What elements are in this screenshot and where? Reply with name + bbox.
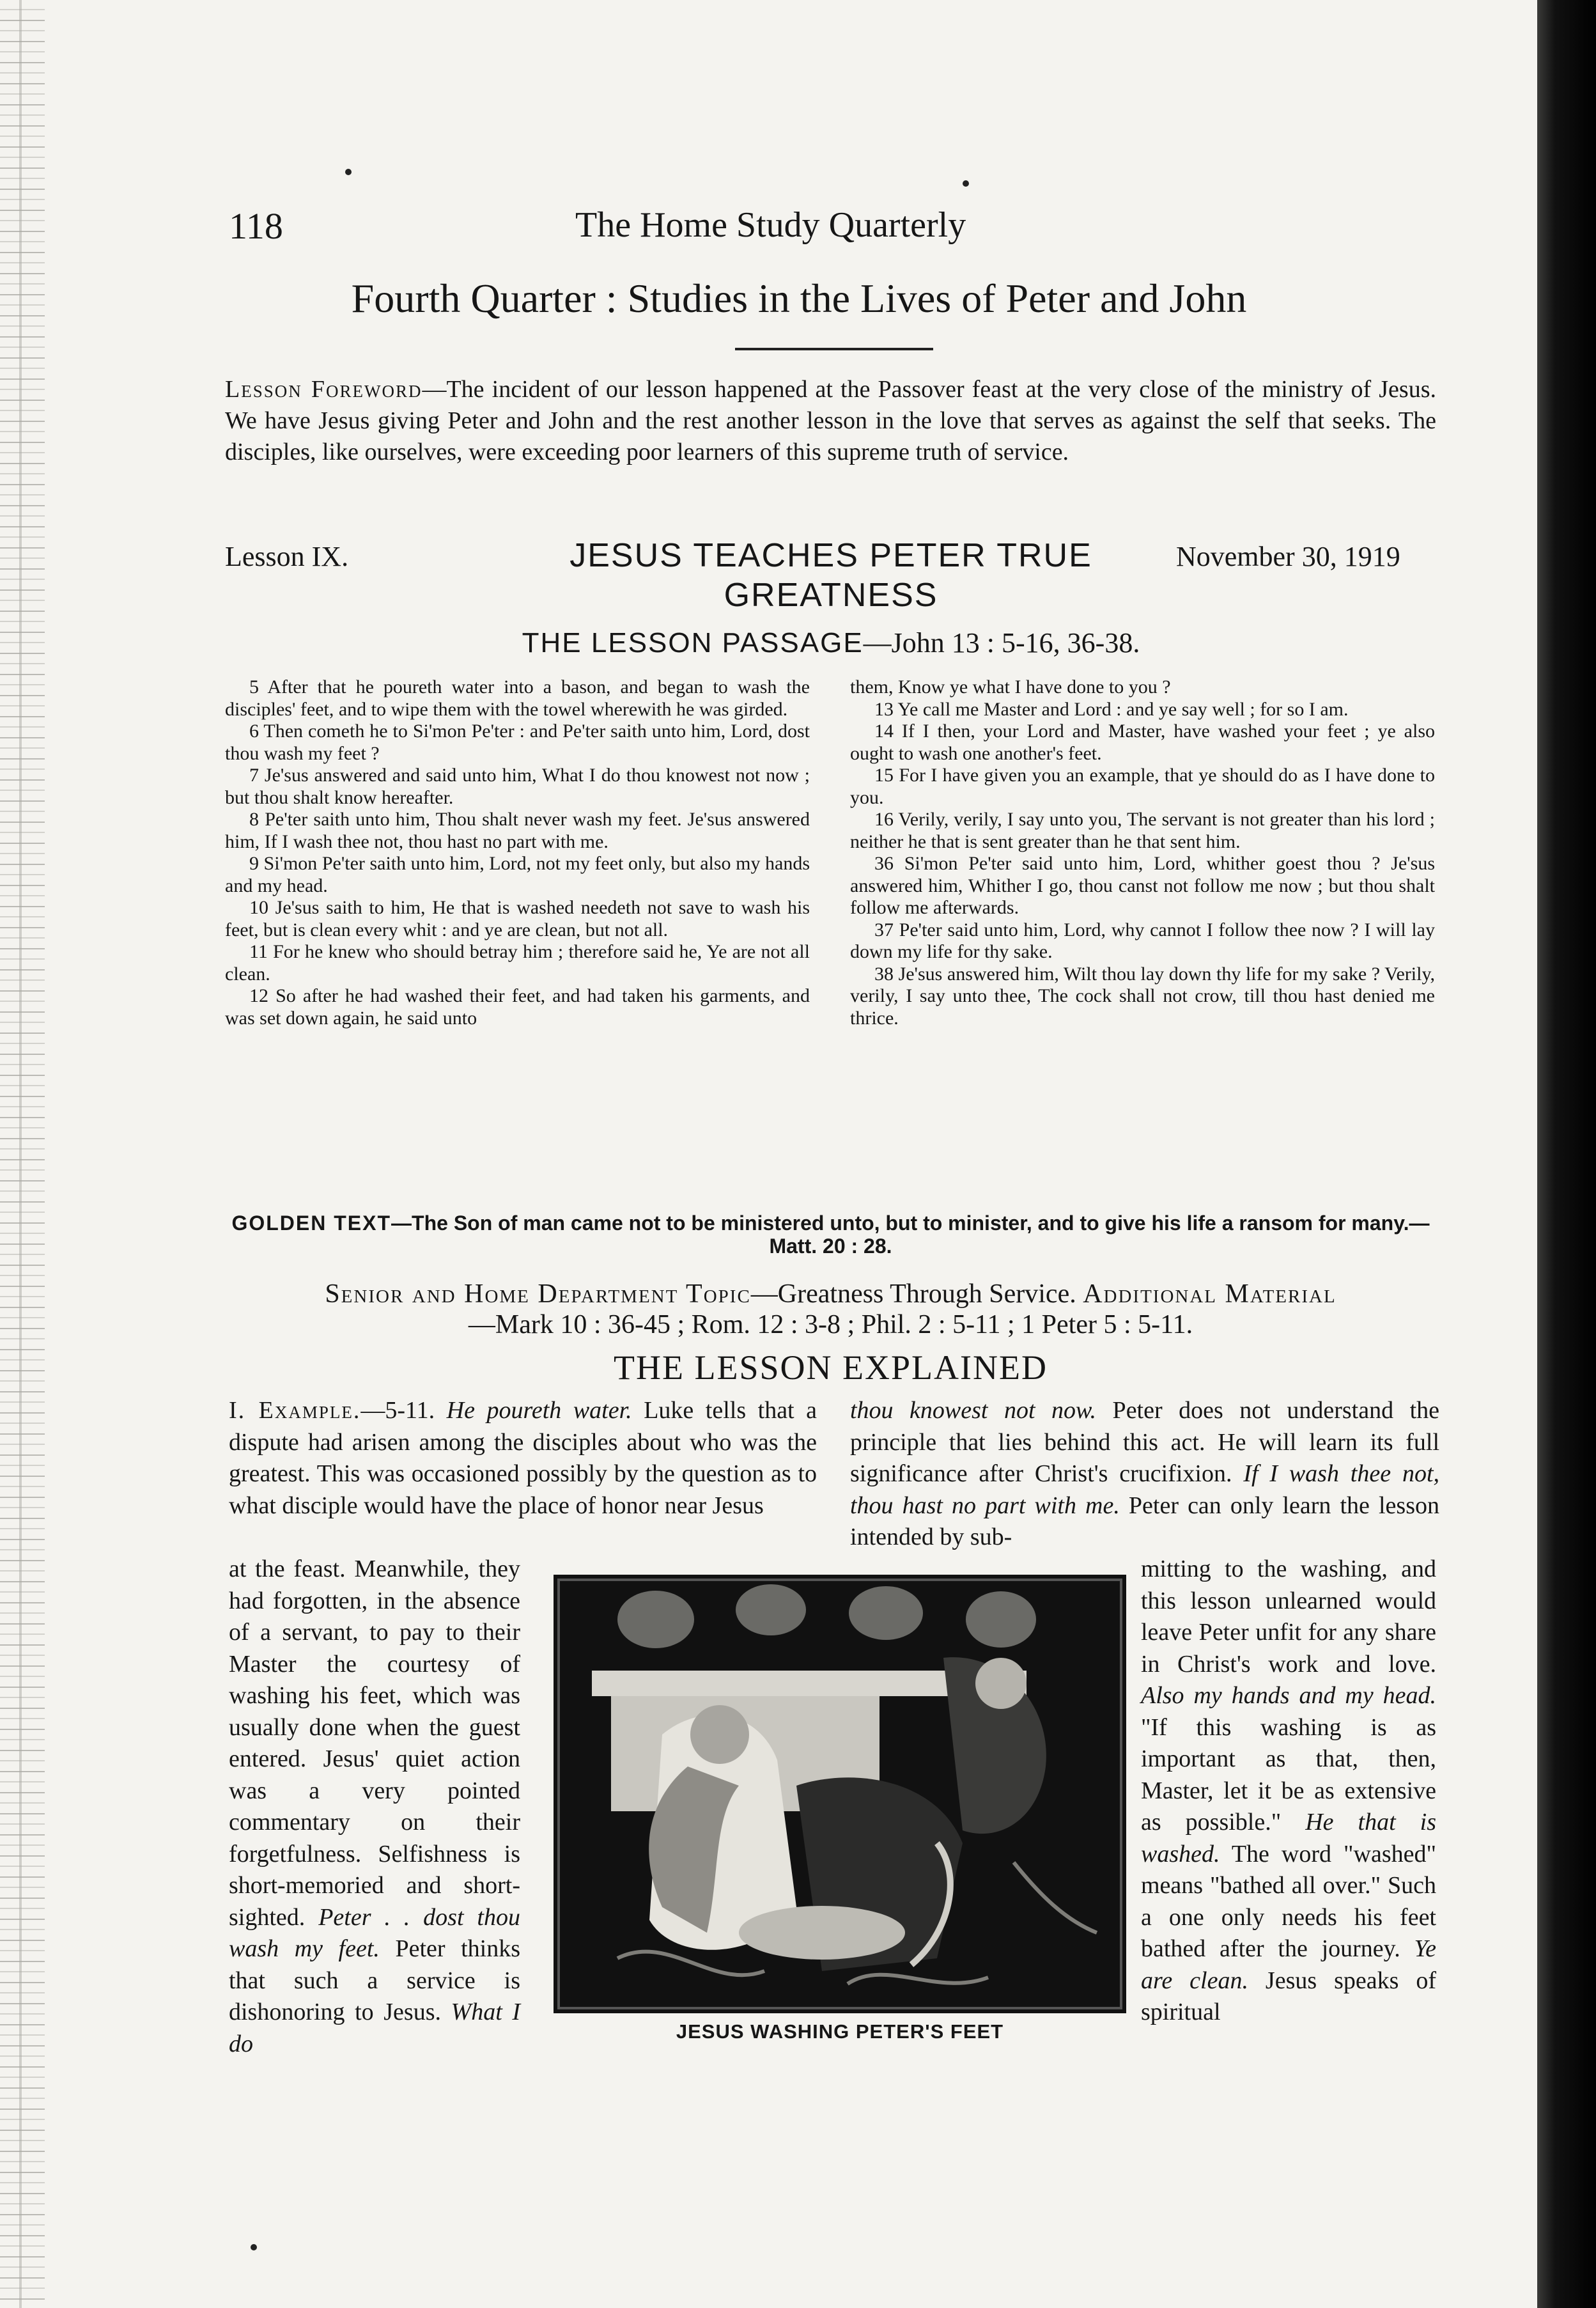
topic-text: —Greatness Through Service. — [750, 1279, 1076, 1309]
verse: 13 Ye call me Master and Lord : and ye say well ; for so I am. — [874, 698, 1349, 720]
body-text: Peter can only learn the lesson intended by sub- — [850, 1492, 1439, 1550]
section-heading: THE LESSON EXPLAINED — [614, 1348, 1048, 1387]
golden-text — [225, 1212, 1436, 1258]
illustration-jesus-washing-feet — [554, 1575, 1126, 2013]
passage-label: THE LESSON PASSAGE — [522, 627, 864, 659]
verse: 15 For I have given you an example, that ye should do as I have done to you. — [850, 765, 1435, 808]
illustration-caption: JESUS WASHING PETER'S FEET — [676, 2020, 1004, 2043]
body-text: mitting to the washing, and this lesson unlearned would leave Peter unfit for any share in Christ's work and love. — [1141, 1556, 1436, 1678]
scan-left-margin — [0, 0, 45, 2308]
additional-material-refs: —Mark 10 : 36-45 ; Rom. 12 : 3-8 ; Phil. 2 : 5-11 ; 1 Peter 5 : 5-11. — [468, 1310, 1193, 1339]
verse: 5 After that he poureth water into a bason, and began to wash the disciples' feet, and to wipe them with the towel wherewith he was girded. — [225, 676, 810, 720]
verse: 11 For he knew who should betray him ; therefore said he, Ye are not all clean. — [225, 941, 810, 985]
scan-speck — [345, 169, 352, 175]
golden-text-label: GOLDEN TEXT — [231, 1212, 392, 1235]
foreword-label: Lesson Foreword — [225, 376, 422, 403]
lesson-number: Lesson IX. — [225, 541, 349, 572]
quarter-title: Fourth Quarter : Studies in the Lives of Peter and John — [351, 276, 1247, 321]
department-topic — [225, 1279, 1436, 1340]
body-text: Luke tells that a dispute had arisen among the disciples about who was the greatest. This was occasioned possibly by the question as to what disciple would have the place of honor near Jesus — [229, 1397, 817, 1519]
explanation-column-right-top — [850, 1395, 1439, 1554]
verse: 7 Je'sus answered and said unto him, What I do thou knowest not now ; but thou shalt know hereafter. — [225, 765, 810, 808]
page-number: 118 — [229, 205, 283, 247]
running-title: The Home Study Quarterly — [575, 205, 966, 245]
section-ref: —5-11. — [360, 1397, 435, 1424]
explanation-column-right-wrap — [1141, 1554, 1436, 2029]
lesson-date: November 30, 1919 — [1176, 541, 1400, 572]
verse: 9 Si'mon Pe'ter saith unto him, Lord, not my feet only, but also my hands and my head. — [225, 853, 810, 896]
body-text: at the feast. Meanwhile, they had forgotten, in the absence of a servant, to pay to their Master the courtesy of washing his feet, which was usually done when the guest entered. Jesus' quiet action was a very pointed commentary on their forgetfulness. Selfishness is short-memoried and short-sighted. — [229, 1556, 520, 1931]
quoted-phrase: What I do — [229, 1999, 520, 2057]
body-text: "If this washing is as important as that, then, Master, let it be as extensive as possible." — [1141, 1713, 1436, 1836]
verse: 16 Verily, verily, I say unto you, The servant is not greater than his lord ; neither he that is sent greater than he that sent him. — [850, 809, 1435, 852]
explanation-column-left-top — [229, 1395, 817, 1522]
verse: 36 Si'mon Pe'ter said unto him, Lord, whither goest thou ? Je'sus answered him, Whither I go, thou canst not follow me now ; but thou shalt follow me afterwards. — [850, 853, 1435, 918]
verse: 10 Je'sus saith to him, He that is washed needeth not save to wash his feet, but is clean every whit : and ye are clean, but not all. — [225, 897, 810, 940]
section-lead: I. Example. — [229, 1397, 361, 1424]
passage-column-left — [225, 676, 810, 1029]
quoted-phrase: He that is washed. — [1141, 1809, 1436, 1867]
verse: 8 Pe'ter saith unto him, Thou shalt never wash my feet. Je'sus answered him, If I wash thee not, thou hast no part with me. — [225, 809, 810, 852]
scan-right-edge — [1537, 0, 1596, 2308]
lesson-passage-heading — [447, 627, 1214, 659]
golden-text-body: —The Son of man came not to be ministered unto, but to minister, and to give his life a ransom for many.—Matt. 20 : 28. — [391, 1212, 1430, 1258]
lesson-foreword — [225, 374, 1436, 468]
quoted-phrase: Ye are clean. — [1141, 1935, 1436, 1994]
quoted-phrase: Peter . . dost thou wash my feet. — [229, 1903, 520, 1962]
passage-column-right — [850, 676, 1435, 1029]
verse: 37 Pe'ter said unto him, Lord, why cannot I follow thee now ? I will lay down my life for thy sake. — [850, 919, 1435, 962]
quoted-phrase: Also my hands and my head. — [1141, 1682, 1436, 1709]
quoted-phrase: If I wash thee not, thou hast no part with me. — [850, 1460, 1439, 1519]
additional-material-label: Additional Material — [1083, 1279, 1336, 1309]
body-text: Peter does not understand the principle that lies behind this act. He will learn its full significance after Christ's crucifixion. — [850, 1397, 1439, 1487]
body-text: The word "washed" means "bathed all over." Such a one only needs his feet bathed after the journey. — [1141, 1840, 1436, 1962]
topic-label: Senior and Home Department Topic — [325, 1279, 751, 1309]
passage-reference: —John 13 : 5-16, 36-38. — [863, 627, 1140, 659]
explanation-column-left-wrap — [229, 1554, 520, 2060]
scan-speck — [251, 2244, 257, 2250]
verse: 12 So after he had washed their feet, and had taken his garments, and was set down again, he said unto — [225, 985, 810, 1029]
scan-speck — [963, 180, 969, 187]
body-text: Peter thinks that such a service is dishonoring to Jesus. — [229, 1935, 520, 2025]
title-rule — [735, 348, 933, 350]
verse: 6 Then cometh he to Si'mon Pe'ter : and Pe'ter saith unto him, Lord, dost thou wash my feet ? — [225, 721, 810, 764]
quoted-phrase: thou knowest not now. — [850, 1397, 1097, 1424]
verse: 14 If I then, your Lord and Master, have washed your feet ; ye also ought to wash one another's feet. — [850, 721, 1435, 764]
verse: 38 Je'sus answered him, Wilt thou lay down thy life for my sake ? Verily, verily, I say unto thee, The cock shall not crow, till thou hast denied me thrice. — [850, 963, 1435, 1029]
foreword-text: —The incident of our lesson happened at the Passover feast at the very close of the ministry of Jesus. We have Jesus giving Peter and John and the rest another lesson in the love that serves as against the self that seeks. The disciples, like ourselves, were exceeding poor learners of this supreme truth of service. — [225, 376, 1436, 465]
lesson-title: JESUS TEACHES PETER TRUE GREATNESS — [569, 537, 1092, 614]
quoted-phrase: He poureth water. — [446, 1397, 632, 1424]
body-text: Jesus speaks of spiritual — [1141, 1967, 1436, 2025]
verse: them, Know ye what I have done to you ? — [850, 676, 1171, 698]
